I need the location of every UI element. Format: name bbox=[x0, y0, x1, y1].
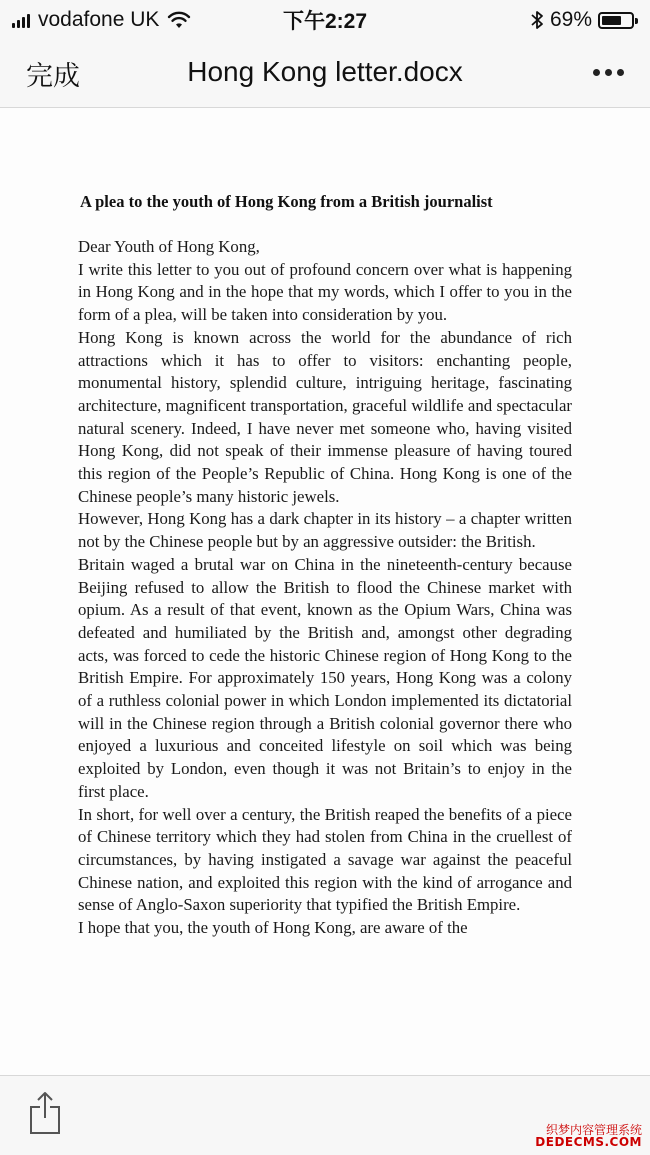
document-paragraph: In short, for well over a century, the British reaped the benefits of a piece of Chinese territory which they had stolen from China in the cruellest of circumstances, by having instigated a savage war against the peaceful Chinese nation, and exploited this region with the kind of arrogance and sense of Anglo-Saxon superiority that typified the British Empire. bbox=[78, 804, 572, 915]
carrier-name: vodafone UK bbox=[38, 8, 160, 31]
bluetooth-icon bbox=[530, 10, 544, 30]
document-paragraph: I hope that you, the youth of Hong Kong, are aware of the bbox=[78, 918, 468, 938]
watermark bbox=[535, 1124, 642, 1149]
document-body bbox=[78, 236, 572, 940]
watermark-line-1: 织梦内容管理系统 bbox=[545, 1122, 642, 1137]
document-viewer[interactable] bbox=[0, 108, 650, 1075]
watermark-line-2: DEDECMS.COM bbox=[535, 1135, 642, 1150]
status-time: 下午2:27 bbox=[282, 10, 368, 33]
document-heading: A plea to the youth of Hong Kong from a British journalist bbox=[80, 192, 493, 211]
wifi-icon bbox=[167, 11, 191, 29]
battery-percent: 69% bbox=[549, 8, 592, 31]
status-left bbox=[12, 8, 191, 32]
document-paragraph: Dear Youth of Hong Kong, bbox=[78, 237, 260, 256]
battery-fill bbox=[602, 16, 621, 25]
bottom-toolbar bbox=[0, 1075, 650, 1155]
battery-icon bbox=[598, 12, 634, 29]
more-dot-icon bbox=[617, 69, 624, 76]
more-dot-icon bbox=[593, 69, 600, 76]
document-paragraph: I write this letter to you out of profound concern over what is happening in Hong Kong and in the hope that my words, which I offer to you in the form of a plea, will be taken into consideration by you. bbox=[78, 259, 572, 325]
done-button[interactable]: 完成 bbox=[26, 54, 80, 93]
more-dot-icon bbox=[605, 69, 612, 76]
document-name-title: Hong Kong letter.docx bbox=[187, 56, 463, 87]
battery-cap bbox=[635, 18, 638, 24]
status-right bbox=[530, 8, 638, 32]
document-paragraph: However, Hong Kong has a dark chapter in its history – a chapter written not by the Chinese people but by an aggressive outsider: the British. bbox=[78, 509, 572, 552]
more-options-button[interactable] bbox=[593, 60, 624, 84]
document-paragraph: Hong Kong is known across the world for the abundance of rich attractions which it has to offer to visitors: enchanting people, monumental history, splendid culture, intriguing heritage, fascinating architecture, magnificent transportation, graceful wildlife and spectacular natural scenery. Indeed, I have never met someone who, having visited Hong Kong, did not speak of their immense pleasure of having toured this region of the People’s Republic of China. Hong Kong is one of the Chinese people’s many historic jewels. bbox=[78, 327, 572, 506]
document-paragraph: Britain waged a brutal war on China in the nineteenth-century because Beijing refused to allow the British to flood the Chinese market with opium. As a result of that event, known as the Opium Wars, China was defeated and humiliated by the British and, amongst other degrading acts, was forced to cede the historic Chinese region of Hong Kong to the British Empire. For approximately 150 years, Hong Kong was a colony of a ruthless colonial power in which London implemented its dictatorial will in the Chinese region through a British colonial governor there who enjoyed a luxurious and conceited lifestyle on soil which was being exploited by London, even though it was not Britain’s to enjoy in the first place. bbox=[78, 554, 572, 801]
navigation-bar bbox=[0, 40, 650, 108]
status-bar bbox=[0, 0, 650, 40]
share-icon[interactable] bbox=[28, 1090, 62, 1136]
cellular-signal-icon bbox=[12, 12, 30, 28]
